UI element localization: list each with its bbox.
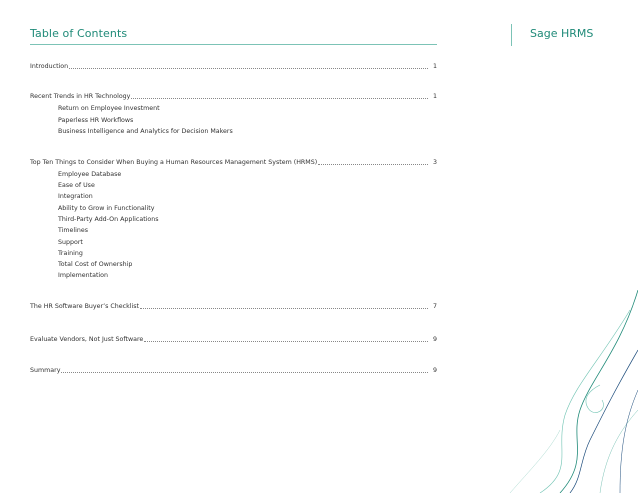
toc-subitem[interactable]: Return on Employee Investment xyxy=(58,105,160,112)
header-rule xyxy=(30,44,437,45)
toc-entry-label: Recent Trends in HR Technology xyxy=(30,93,131,100)
toc-subitem[interactable]: Business Intelligence and Analytics for Decision Makers xyxy=(58,128,233,135)
toc-subitem[interactable]: Paperless HR Workflows xyxy=(58,117,134,124)
dot-leader xyxy=(318,164,428,165)
toc-page-number: 1 xyxy=(432,63,437,70)
toc-subitem[interactable]: Timelines xyxy=(58,227,89,234)
toc-entry-label: The HR Software Buyer’s Checklist xyxy=(30,303,139,310)
toc-page-number: 1 xyxy=(432,93,437,100)
toc-entry-label: Top Ten Things to Consider When Buying a Human Resources Management System (HRMS) xyxy=(30,159,318,166)
toc-entry-summary[interactable] xyxy=(30,366,437,375)
toc-entry-label: Introduction xyxy=(30,63,69,70)
toc-entry-evaluate-vendors[interactable] xyxy=(30,335,437,344)
brand-name: Sage HRMS xyxy=(530,27,594,40)
toc-subitem[interactable]: Total Cost of Ownership xyxy=(58,261,133,268)
dot-leader xyxy=(69,68,428,69)
toc-subitem[interactable]: Support xyxy=(58,239,83,246)
toc-subitem[interactable]: Ease of Use xyxy=(58,182,95,189)
toc-subitem[interactable]: Implementation xyxy=(58,272,108,279)
toc-entry-introduction[interactable] xyxy=(30,62,437,71)
toc-page-number: 3 xyxy=(432,159,437,166)
dot-leader xyxy=(61,372,428,373)
toc-entry-label: Summary xyxy=(30,367,61,374)
toc-subitem[interactable]: Ability to Grow in Functionality xyxy=(58,205,155,212)
toc-subitem[interactable]: Employee Database xyxy=(58,171,122,178)
dot-leader xyxy=(140,308,428,309)
toc-page-number: 9 xyxy=(432,367,437,374)
decorative-swirl-graphic xyxy=(470,290,638,493)
dot-leader xyxy=(131,98,428,99)
toc-subitem[interactable]: Third-Party Add-On Applications xyxy=(58,216,159,223)
toc-page-number: 7 xyxy=(432,303,437,310)
dot-leader xyxy=(144,341,428,342)
toc-entry-top-ten[interactable] xyxy=(30,158,437,167)
page-title: Table of Contents xyxy=(30,27,128,40)
toc-page-number: 9 xyxy=(432,336,437,343)
toc-entry-buyers-checklist[interactable] xyxy=(30,302,437,311)
toc-entry-recent-trends[interactable] xyxy=(30,92,437,101)
header-divider xyxy=(511,24,512,46)
toc-subitem[interactable]: Training xyxy=(58,250,83,257)
toc-entry-label: Evaluate Vendors, Not Just Software xyxy=(30,336,144,343)
toc-subitem[interactable]: Integration xyxy=(58,193,93,200)
